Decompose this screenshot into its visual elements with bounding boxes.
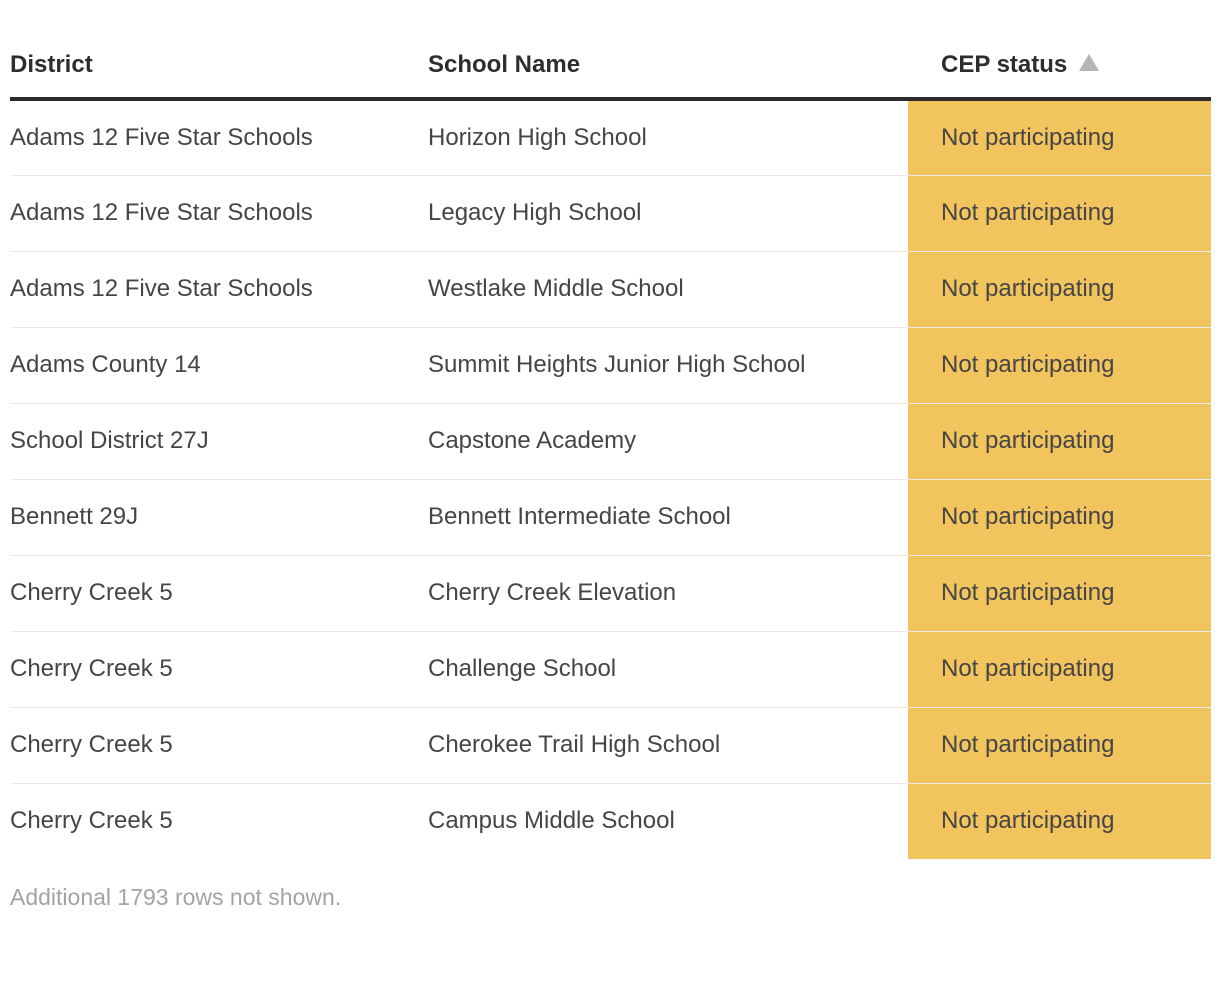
cep-status-cell: Not participating	[908, 327, 1211, 403]
school-name-cell: Horizon High School	[428, 99, 908, 175]
school-name-cell: Cherry Creek Elevation	[428, 555, 908, 631]
district-cell: Adams 12 Five Star Schools	[10, 99, 428, 175]
table-row	[10, 707, 1211, 783]
rows-not-shown-note: Additional 1793 rows not shown.	[10, 884, 342, 910]
table-header-row	[10, 0, 1211, 99]
table-row	[10, 175, 1211, 251]
district-cell: School District 27J	[10, 403, 428, 479]
cep-status-cell: Not participating	[908, 403, 1211, 479]
table-row	[10, 403, 1211, 479]
school-name-cell: Westlake Middle School	[428, 251, 908, 327]
column-header-cep-status[interactable]	[908, 0, 1211, 99]
school-name-cell: Bennett Intermediate School	[428, 479, 908, 555]
school-name-cell: Challenge School	[428, 631, 908, 707]
column-header-district-label: District	[10, 51, 93, 78]
sort-ascending-icon[interactable]	[1079, 54, 1099, 71]
school-name-cell: Cherokee Trail High School	[428, 707, 908, 783]
table-body	[10, 99, 1211, 859]
school-name-cell: Capstone Academy	[428, 403, 908, 479]
district-cell: Cherry Creek 5	[10, 807, 173, 835]
cep-status-cell: Not participating	[908, 479, 1211, 555]
column-header-school-name[interactable]	[428, 0, 908, 99]
table-row	[10, 479, 1211, 555]
school-name-cell: Legacy High School	[428, 175, 908, 251]
schools-cep-table	[10, 0, 1211, 859]
district-cell: Adams 12 Five Star Schools	[10, 175, 428, 251]
column-header-cep-status-label: CEP status	[941, 51, 1068, 78]
cep-status-cell: Not participating	[908, 783, 1211, 859]
district-cell: Bennett 29J	[10, 479, 428, 555]
school-name-cell: Summit Heights Junior High School	[428, 327, 908, 403]
cep-status-cell: Not participating	[908, 99, 1211, 175]
table-row	[10, 99, 1211, 175]
table-row	[10, 783, 1211, 859]
district-cell: Adams 12 Five Star Schools	[10, 251, 428, 327]
district-cell: Adams County 14	[10, 327, 428, 403]
table-row	[10, 555, 1211, 631]
cep-status-cell: Not participating	[908, 175, 1211, 251]
table-row	[10, 631, 1211, 707]
cep-status-cell: Not participating	[908, 707, 1211, 783]
table-row	[10, 251, 1211, 327]
column-header-school-name-label: School Name	[428, 51, 581, 78]
cep-status-cell: Not participating	[908, 631, 1211, 707]
district-cell: Cherry Creek 5	[10, 555, 428, 631]
district-cell: Cherry Creek 5	[10, 707, 428, 783]
school-name-cell: Campus Middle School	[428, 807, 675, 835]
cep-status-cell: Not participating	[908, 555, 1211, 631]
table-row	[10, 327, 1211, 403]
district-cell: Cherry Creek 5	[10, 631, 428, 707]
column-header-district[interactable]	[10, 0, 428, 99]
cep-status-cell: Not participating	[908, 251, 1211, 327]
